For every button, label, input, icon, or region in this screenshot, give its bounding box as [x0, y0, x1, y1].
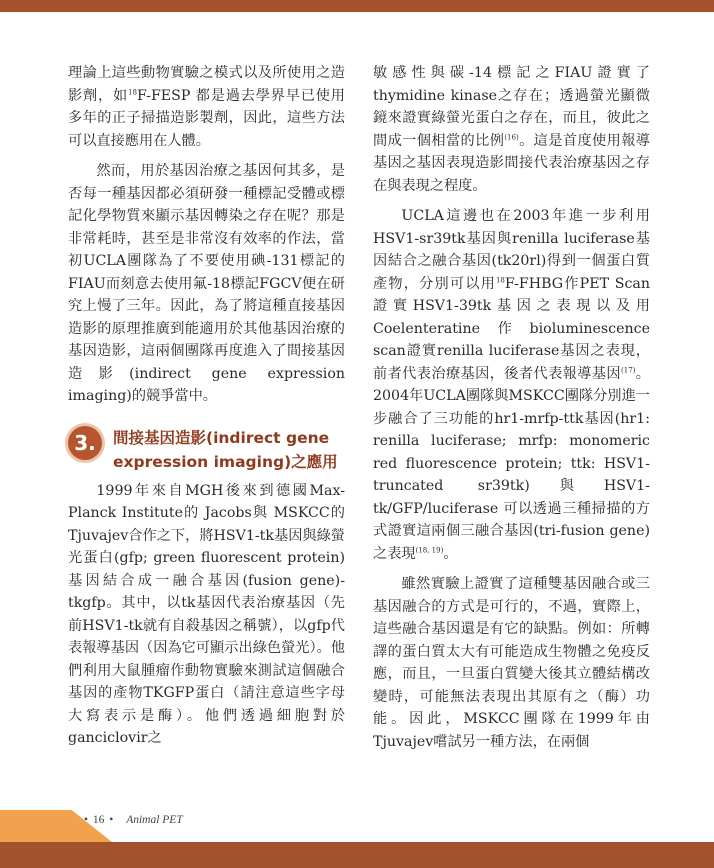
left-paragraph-3: 1999年來自MGH後來到德國Max-Planck Institute的 Jacobs與 MSKCC的Tjuvajev合作之下，將HSV1-tk基因與綠螢光蛋白(gfp; green fluorescent protein)基因結合成一融合基因(fusion gene)-tkgfp。其中，以tk基因代表治療基因（先前HSV1-tk就有自殺基因之稱號），以gfp代表報導基因（因為它可顯示出綠色螢光）。他們利用大鼠腫瘤作動物實驗來測試這個融合基因的產物TKGFP蛋白（請注意這些字母大寫表示是酶）。他們透過細胞對於ganciclovir之	[68, 482, 345, 746]
page-number: 16	[92, 814, 105, 826]
section-title: 間接基因造影(indirect gene expression imaging)之應用	[113, 428, 338, 471]
publication-title: Animal PET	[126, 814, 183, 826]
right-paragraph-1: 敏感性與碳-14標記之FIAU證實了thymidine kinase之存在；透過螢光顯微鏡來證實綠螢光蛋白之存在，而且，彼此之間成一個相當的比例$^{(16)}$。這是首度使用報導基因之基因表現造影間接代表治療基因之存在與表現之程度。	[373, 65, 650, 194]
left-column	[68, 62, 345, 750]
left-paragraph-1: 理論上這些動物實驗之模式以及所使用之造影劑，如$^{18}$F-FESP 都是過去學界早已使用多年的正子掃描造影製劑，因此，這些方法可以直接應用在人體。	[68, 65, 345, 149]
section-number-badge: 3.	[68, 426, 102, 460]
right-paragraph-3: 雖然實驗上證實了這種雙基因融合或三基因融合的方式是可行的，不過，實際上，這些融合基因還是有它的缺點。例如：所轉譯的蛋白質太大有可能造成生物體之免疫反應，而且，一旦蛋白質變大後其立體結構改變時，可能無法表現出其原有之（酶）功能。因此，MSKCC團隊在1999年由Tjuvajev嚐試另一種方法，在兩個	[373, 576, 650, 750]
left-paragraph-2: 然而，用於基因治療之基因何其多，是否每一種基因都必須研發一種標記受體或標記化學物質來顯示基因轉染之存在呢？那是非常耗時，甚至是非常沒有效率的作法，當初UCLA團隊為了不要使用碘-131標記的FIAU而刻意去使用氟-18標記FGCV便在研究上慢了三年。因此，為了將這種直接基因造影的原理推廣到能適用於其他基因治療的基因造影，這兩個團隊再度進入了間接基因造影(indirect gene expression imaging)的競爭當中。	[68, 163, 345, 404]
right-column	[373, 62, 650, 753]
footer-bullet: •	[109, 814, 114, 826]
bottom-color-band	[0, 842, 714, 868]
section-heading	[68, 426, 345, 476]
top-color-band	[0, 0, 714, 12]
page-footer	[82, 814, 183, 826]
right-paragraph-2: UCLA這邊也在2003年進一步利用HSV1-sr39tk基因與renilla luciferase基因結合之融合基因(tk20rl)得到一個蛋白質產物，分別可以用$^{18}$F-FHBG作PET Scan證實HSV1-39tk基因之表現以及用Coelenteratine作bioluminescence scan證實renilla luciferase基因之表現，前者代表治療基因，後者代表報導基因$^{(17)}$。2004年UCLA團隊與MSKCC團隊分別進一步融合了三功能的hr1-mrfp-ttk基因(hr1: renilla luciferase; mrfp: monomeric red fluorescence protein; ttk: HSV1-truncated sr39tk)與HSV1-tk/GFP/luciferase 可以透過三種掃描的方式證實這兩個三融合基因(tri-fusion gene)之表現$^{(18, 19)}$。	[373, 208, 650, 562]
footer-bullet: •	[84, 814, 89, 826]
